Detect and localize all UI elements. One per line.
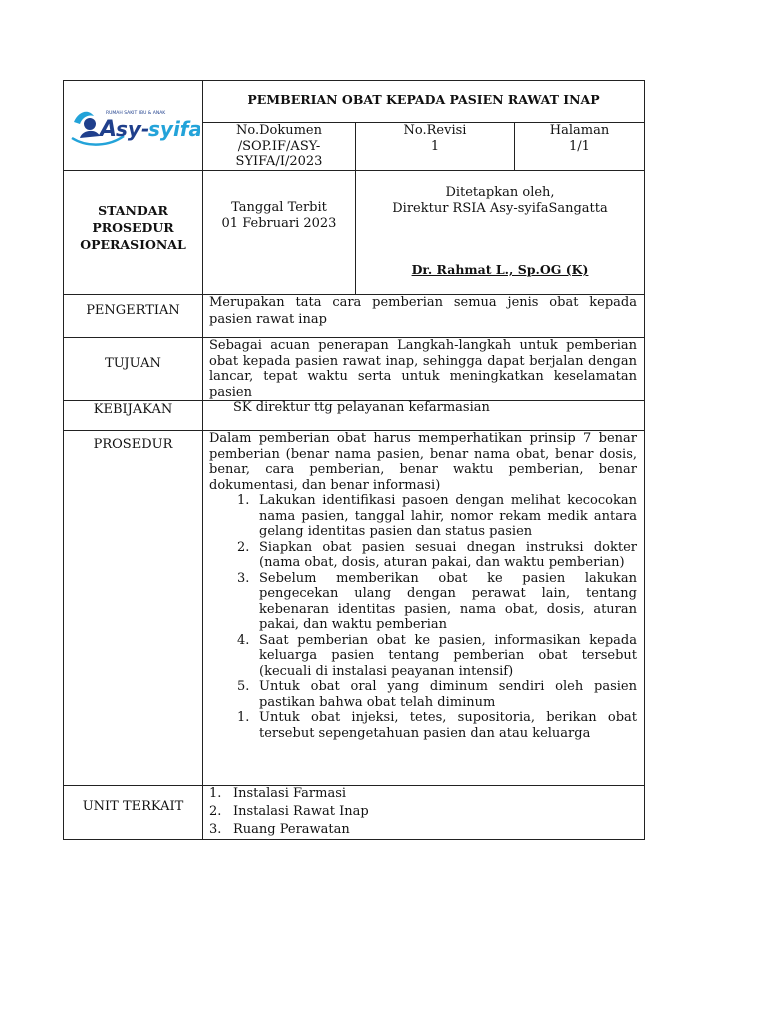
list-item-number: 1. (237, 493, 250, 508)
sop-label (64, 202, 202, 253)
issue-date-label: Tanggal Terbit (231, 200, 327, 215)
list-item-text: Saat pemberian obat ke pasien, informasikan kepada keluarga pasien tentang pemberian obat tersebut (kecuali di instalasi peayanan intensif) (259, 632, 637, 679)
signatory-name: Dr. Rahmat L., Sp.OG (K) (411, 262, 589, 277)
list-item-text: Untuk obat oral yang diminum sendiri oleh pasien pastikan bahwa obat telah diminum (259, 679, 637, 710)
list-item-number: 1. (209, 786, 222, 801)
table-border-bottom (63, 839, 645, 840)
list-item (209, 679, 637, 710)
doc-number-label: No.Dokumen (236, 123, 322, 138)
prosedur-intro: Dalam pemberian obat harus memperhatikan prinsip 7 benar pemberian (benar nama pasien, benar nama obat, benar dosis, benar, cara pemberian, benar waktu pemberian, benar dokumentasi, dan benar informasi) (209, 431, 637, 493)
approval-director: Direktur RSIA Asy-syifaSangatta (392, 200, 608, 216)
doc-number-cell (203, 123, 355, 170)
list-item-text: Untuk obat injeksi, tetes, supositoria, berikan obat tersebut sepengetahuan pasien dan atau keluarga (259, 710, 637, 741)
hospital-logo (66, 92, 200, 152)
doc-number-line1: /SOP.IF/ASY- (237, 138, 321, 154)
list-item (209, 493, 637, 540)
document-title: PEMBERIAN OBAT KEPADA PASIEN RAWAT INAP (247, 92, 600, 107)
kebijakan-label: KEBIJAKAN (93, 402, 173, 417)
approval-cell (356, 185, 644, 216)
list-item-text: Sebelum memberikan obat ke pasien lakukan pengecekan ulang dengan perawat lain, tentang kebenaran identitas pasien, nama obat, dosis, aturan pakai, dan waktu pemberian (259, 570, 637, 632)
list-item (209, 571, 637, 633)
revision-cell (356, 123, 514, 154)
list-item (209, 821, 637, 839)
page-value: 1/1 (569, 138, 590, 154)
unit-terkait-label: UNIT TERKAIT (82, 799, 184, 814)
page-label: Halaman (549, 123, 610, 138)
doc-number-line2: SYIFA/I/2023 (235, 154, 323, 169)
pengertian-text: Merupakan tata cara pemberian semua jenis obat kepada pasien rawat inap (209, 295, 637, 327)
unit-terkait-list (209, 785, 637, 839)
prosedur-steps-list (209, 493, 637, 741)
table-border-left (63, 80, 64, 840)
tujuan-text: Sebagai acuan penerapan Langkah-langkah untuk pemberian obat kepada pasien rawat inap, sehingga dapat berjalan dengan lancar, tepat waktu serta untuk meningkatkan keselamatan pasien (209, 338, 637, 400)
list-item-number: 2. (209, 804, 222, 819)
issue-date-cell (203, 200, 355, 231)
list-item-number: 2. (237, 539, 250, 555)
list-item-text: Instalasi Rawat Inap (233, 804, 369, 819)
table-border (63, 170, 645, 171)
list-item (209, 540, 637, 571)
sop-label-line2: PROSEDUR (92, 220, 174, 235)
svg-text:sy-: sy- (116, 117, 150, 141)
tujuan-label: TUJUAN (105, 356, 161, 371)
list-item-number: 3. (209, 822, 222, 837)
page-cell (515, 123, 644, 154)
prosedur-label: PROSEDUR (93, 437, 173, 452)
approval-set-by: Ditetapkan oleh, (445, 185, 555, 200)
pengertian-label: PENGERTIAN (86, 303, 180, 318)
list-item (209, 803, 637, 821)
table-border-top (63, 80, 645, 81)
sop-label-line1: STANDAR (98, 203, 168, 218)
list-item-text: Siapkan obat pasien sesuai dnegan instruksi dokter (nama obat, dosis, aturan pakai, dan waktu pemberian) (259, 539, 637, 570)
kebijakan-text: SK direktur ttg pelayanan kefarmasian (233, 400, 490, 415)
list-item (209, 785, 637, 803)
list-item-text: Instalasi Farmasi (233, 786, 347, 801)
table-border-right (644, 80, 645, 840)
list-item-number: 3. (237, 570, 250, 586)
svg-text:syifa: syifa (148, 117, 200, 141)
logo-mark-icon (66, 92, 200, 152)
revision-value: 1 (430, 138, 440, 154)
prosedur-content (209, 431, 637, 741)
list-item (209, 710, 637, 741)
list-item-text: Ruang Perawatan (233, 822, 350, 837)
svg-text:RUMAH SAKIT IBU & ANAK: RUMAH SAKIT IBU & ANAK (106, 111, 166, 116)
revision-label: No.Revisi (403, 123, 467, 138)
list-item (209, 633, 637, 680)
unit-terkait-content (209, 785, 637, 839)
sop-label-line3: OPERASIONAL (80, 237, 186, 252)
svg-text:A: A (100, 117, 118, 142)
table-border (202, 80, 203, 840)
list-item-text: Lakukan identifikasi pasoen dengan melihat kecocokan nama pasien, tanggal lahir, nomor rekam medik antara gelang identitas pasien dan status pasien (259, 493, 637, 539)
list-item-number: 4. (237, 632, 250, 648)
issue-date-value: 01 Februari 2023 (221, 215, 337, 231)
list-item-number: 1. (237, 710, 250, 725)
list-item-number: 5. (237, 679, 250, 694)
